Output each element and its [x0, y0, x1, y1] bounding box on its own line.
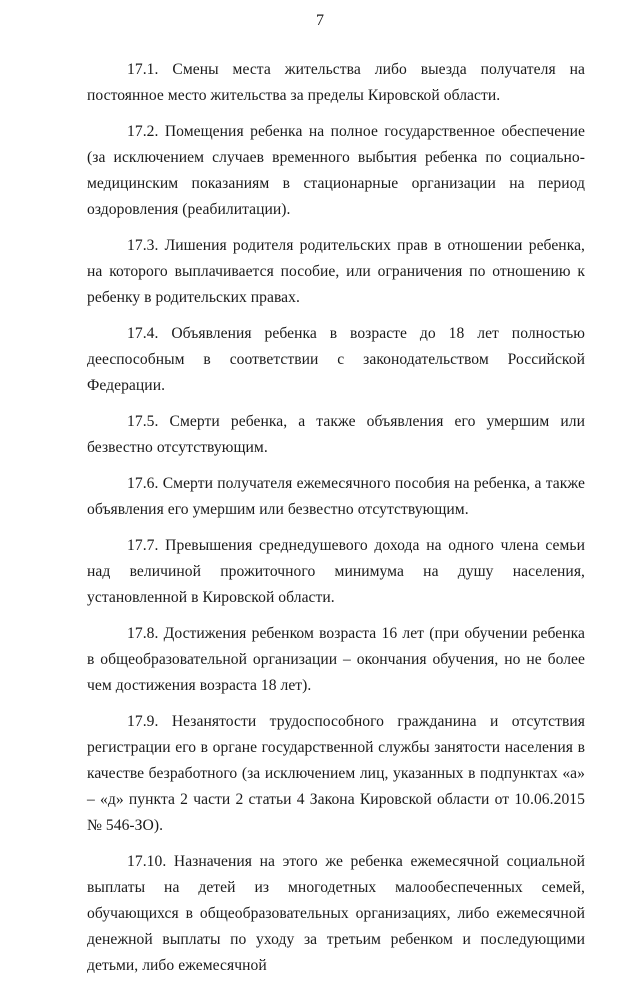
paragraph-17-9: 17.9. Незанятости трудоспособного гражданина и отсутствия регистрации его в органе государственной службы занятости населения в качестве безработного (за исключением лиц, указанных в подпунктах «а» – «д» пункта 2 части 2 статьи 4 Закона Кировской области от 10.06.2015 № 546-ЗО).	[87, 713, 585, 834]
paragraph-17-2: 17.2. Помещения ребенка на полное государственное обеспечение (за исключением случаев временного выбытия ребенка по социально-медицинским показаниям в стационарные организации на период оздоровления (реабилитации).	[87, 123, 585, 218]
page-number: 7	[316, 12, 324, 29]
paragraph-17-4: 17.4. Объявления ребенка в возрасте до 18 лет полностью дееспособным в соответствии с законодательством Российской Федерации.	[87, 325, 585, 394]
paragraph-17-7: 17.7. Превышения среднедушевого дохода на одного члена семьи над величиной прожиточного минимума на душу населения, установленной в Кировской области.	[87, 537, 585, 606]
document-body	[87, 57, 585, 985]
paragraph-17-10: 17.10. Назначения на этого же ребенка ежемесячной социальной выплаты на детей из многодетных малообеспеченных семей, обучающихся в общеобразовательных организациях, либо ежемесячной денежной выплаты по уходу за третьим ребенком и последующими детьми, либо ежемесячной	[87, 853, 585, 974]
paragraph-17-1: 17.1. Смены места жительства либо выезда получателя на постоянное место жительства за пределы Кировской области.	[87, 61, 585, 104]
paragraph-17-6: 17.6. Смерти получателя ежемесячного пособия на ребенка, а также объявления его умершим или безвестно отсутствующим.	[87, 475, 585, 518]
paragraph-17-3: 17.3. Лишения родителя родительских прав в отношении ребенка, на которого выплачивается пособие, или ограничения по отношению к ребенку в родительских правах.	[87, 237, 585, 306]
paragraph-17-8: 17.8. Достижения ребенком возраста 16 лет (при обучении ребенка в общеобразовательной организации – окончания обучения, но не более чем достижения возраста 18 лет).	[87, 625, 585, 694]
paragraph-17-5: 17.5. Смерти ребенка, а также объявления его умершим или безвестно отсутствующим.	[87, 413, 585, 456]
